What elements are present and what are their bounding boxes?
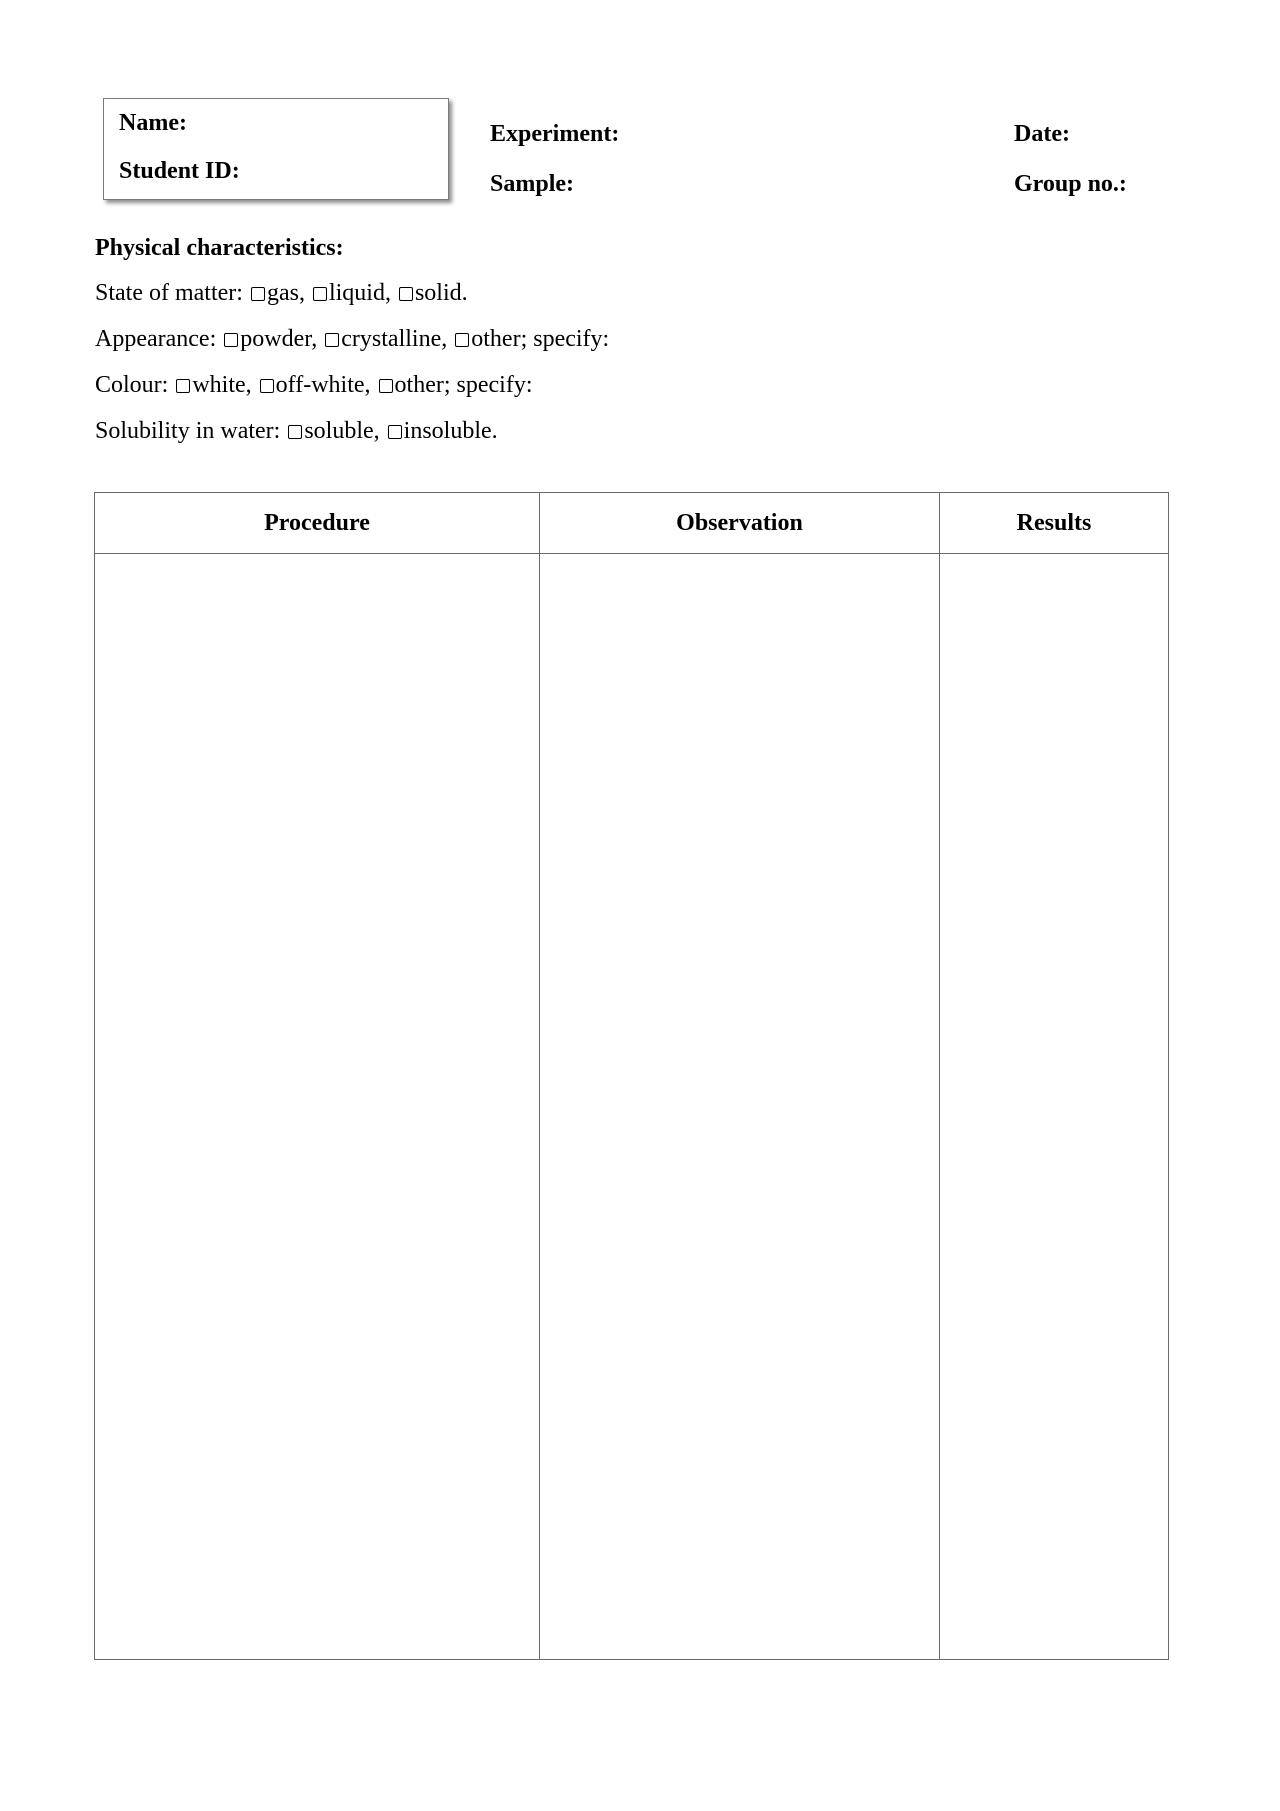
state-of-matter-line <box>95 279 468 307</box>
solubility-line <box>95 417 498 445</box>
appearance-label: Appearance: <box>95 326 217 352</box>
option-colour-other: other; specify: <box>394 372 533 398</box>
checkbox-crystalline[interactable] <box>325 333 339 347</box>
option-powder: powder, <box>240 326 318 352</box>
colour-line <box>95 371 533 399</box>
date-label: Date: <box>1014 121 1070 147</box>
checkbox-white[interactable] <box>176 379 190 393</box>
checkbox-colour-other[interactable] <box>379 379 393 393</box>
student-id-label: Student ID: <box>119 158 240 184</box>
table-row <box>95 554 1169 1660</box>
checkbox-insoluble[interactable] <box>388 425 402 439</box>
option-appearance-other: other; specify: <box>471 326 610 352</box>
experiment-label: Experiment: <box>490 121 620 147</box>
option-insoluble: insoluble. <box>403 418 498 444</box>
observation-cell[interactable] <box>540 554 940 1660</box>
checkbox-gas[interactable] <box>251 287 265 301</box>
option-crystalline: crystalline, <box>341 326 448 352</box>
checkbox-liquid[interactable] <box>313 287 327 301</box>
option-liquid: liquid, <box>328 280 391 306</box>
group-number-label: Group no.: <box>1014 171 1127 197</box>
procedure-header: Procedure <box>95 493 540 554</box>
option-soluble: soluble, <box>304 418 380 444</box>
table-header-row <box>95 493 1169 554</box>
solubility-label: Solubility in water: <box>95 418 281 444</box>
observation-header: Observation <box>540 493 940 554</box>
physical-characteristics-title: Physical characteristics: <box>95 235 344 261</box>
name-label: Name: <box>119 110 187 136</box>
checkbox-powder[interactable] <box>224 333 238 347</box>
option-gas: gas, <box>266 280 305 306</box>
option-white: white, <box>192 372 252 398</box>
checkbox-soluble[interactable] <box>288 425 302 439</box>
colour-label: Colour: <box>95 372 169 398</box>
student-info-box <box>103 98 449 200</box>
appearance-line <box>95 325 609 353</box>
checkbox-appearance-other[interactable] <box>455 333 469 347</box>
procedure-cell[interactable] <box>95 554 540 1660</box>
option-solid: solid. <box>414 280 468 306</box>
sample-label: Sample: <box>490 171 574 197</box>
results-cell[interactable] <box>940 554 1169 1660</box>
state-of-matter-label: State of matter: <box>95 280 243 306</box>
option-off-white: off-white, <box>275 372 371 398</box>
procedure-log-table <box>94 492 1169 1660</box>
results-header: Results <box>940 493 1169 554</box>
checkbox-solid[interactable] <box>399 287 413 301</box>
checkbox-off-white[interactable] <box>260 379 274 393</box>
